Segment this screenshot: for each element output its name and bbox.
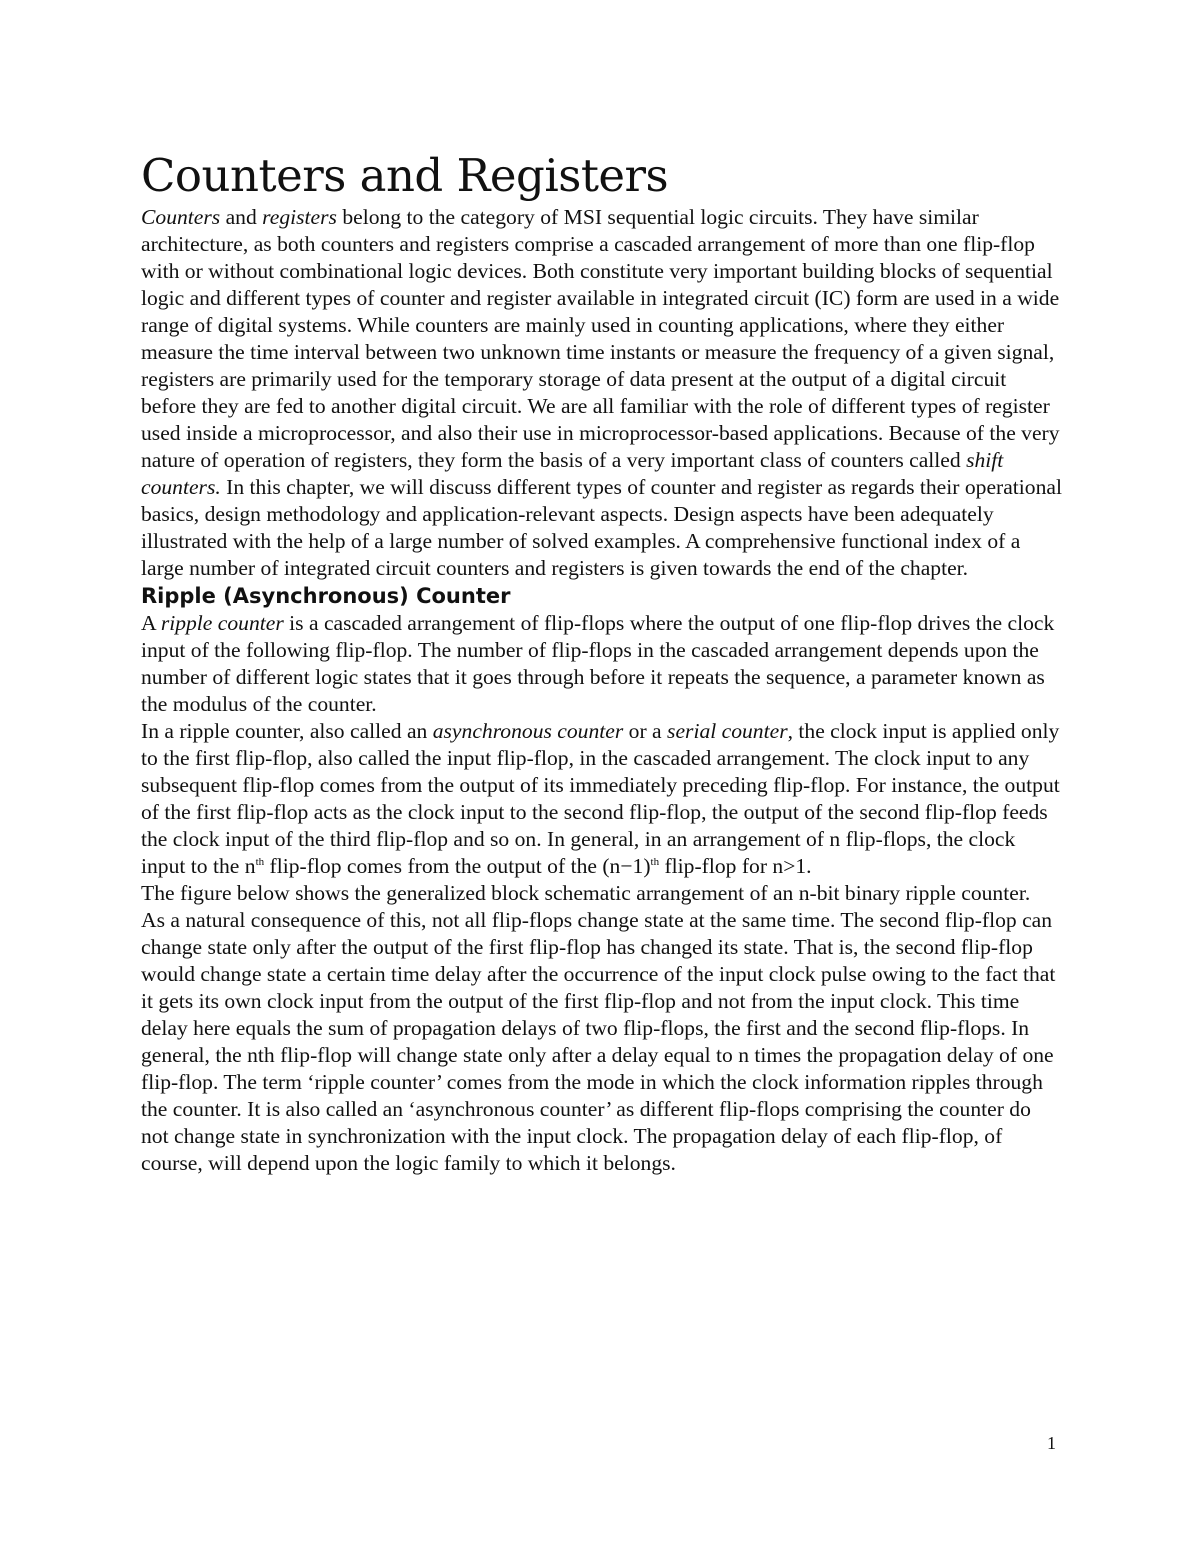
p2-text-2: or a: [623, 719, 668, 743]
ripple-definition-paragraph: [141, 610, 1063, 718]
intro-text-2: belong to the category of MSI sequential logic circuits. They have similar architecture, as both counters and registers comprise a cascaded arrangement of more than one flip-flop with or without combinational logic devices. Both constitute very important building blocks of sequential logic and different types of counter and register available in integrated circuit (IC) form are used in a wide range of digital systems. While counters are mainly used in counting applications, where they either measure the time interval between two unknown time instants or measure the frequency of a given signal, registers are primarily used for the temporary storage of data present at the output of a digital circuit before they are fed to another digital circuit. We are all familiar with the role of different types of register used inside a microprocessor, and also their use in microprocessor-based applications. Because of the very nature of operation of registers, they form the basis of a very important class of counters called: [141, 205, 1060, 472]
section-heading: Ripple (Asynchronous) Counter: [141, 584, 511, 608]
emphasis-counters: Counters: [141, 205, 221, 229]
p1-text-2: is a cascaded arrangement of flip-flops where the output of one flip-flop drives the clock input of the following flip-flop. The number of flip-flops in the cascaded arrangement depends upon the number of different logic states that it goes through before it repeats the sequence, a parameter known as the modulus of the counter.: [141, 611, 1055, 716]
emphasis-shift-counters: shift counters.: [141, 448, 1004, 499]
p2-text-1: In a ripple counter, also called an: [141, 719, 433, 743]
figure-reference-paragraph: The figure below shows the generalized block schematic arrangement of an n-bit binary ripple counter.: [141, 881, 1031, 905]
p2-text-4: flip-flop comes from the output of the (n−1): [264, 854, 651, 878]
emphasis-asynchronous-counter: asynchronous counter: [432, 719, 624, 743]
document-title: Counters and Registers: [141, 149, 669, 202]
p2-text-5: flip-flop for n>1.: [659, 854, 812, 878]
emphasis-registers: registers: [262, 205, 337, 229]
superscript-th: th: [255, 855, 265, 868]
propagation-delay-paragraph: As a natural consequence of this, not all flip-flops change state at the same time. The second flip-flop can change state only after the output of the first flip-flop has changed its state. That is, the second flip-flop would change state a certain time delay after the occurrence of the input clock pulse owing to the fact that it gets its own clock input from the output of the first flip-flop and not from the input clock. This time delay here equals the sum of propagation delays of two flip-flops, the first and the second flip-flops. In general, the nth flip-flop will change state only after a delay equal to n times the propagation delay of one flip-flop. The term ‘ripple counter’ comes from the mode in which the clock information ripples through the counter. It is also called an ‘asynchronous counter’ as different flip-flops comprising the counter do not change state in synchronization with the input clock. The propagation delay of each flip-flop, of course, will depend upon the logic family to which it belongs.: [141, 908, 1056, 1175]
intro-paragraph: [141, 204, 1063, 582]
superscript-th: th: [650, 855, 660, 868]
emphasis-ripple-counter: ripple counter: [160, 611, 284, 635]
page-number: 1: [1047, 1433, 1056, 1453]
p2-text-3: , the clock input is applied only to the first flip-flop, also called the input flip-flop, in the cascaded arrangement. The clock input to any subsequent flip-flop comes from the output of its immediately preceding flip-flop. For instance, the output of the first flip-flop acts as the clock input to the second flip-flop, the output of the second flip-flop feeds the clock input of the third flip-flop and so on. In general, in an arrangement of n flip-flops, the clock input to the n: [141, 719, 1060, 878]
intro-text-3: In this chapter, we will discuss different types of counter and register as regards their operational basics, design methodology and application-relevant aspects. Design aspects have been adequately illustrated with the help of a large number of solved examples. A comprehensive functional index of a large number of integrated circuit counters and registers is given towards the end of the chapter.: [141, 475, 1062, 580]
document-body: [141, 150, 1063, 1177]
ripple-clock-paragraph: [141, 718, 1063, 880]
emphasis-serial-counter: serial counter: [667, 719, 788, 743]
p1-text-1: A: [141, 611, 161, 635]
intro-text-1: and: [220, 205, 263, 229]
